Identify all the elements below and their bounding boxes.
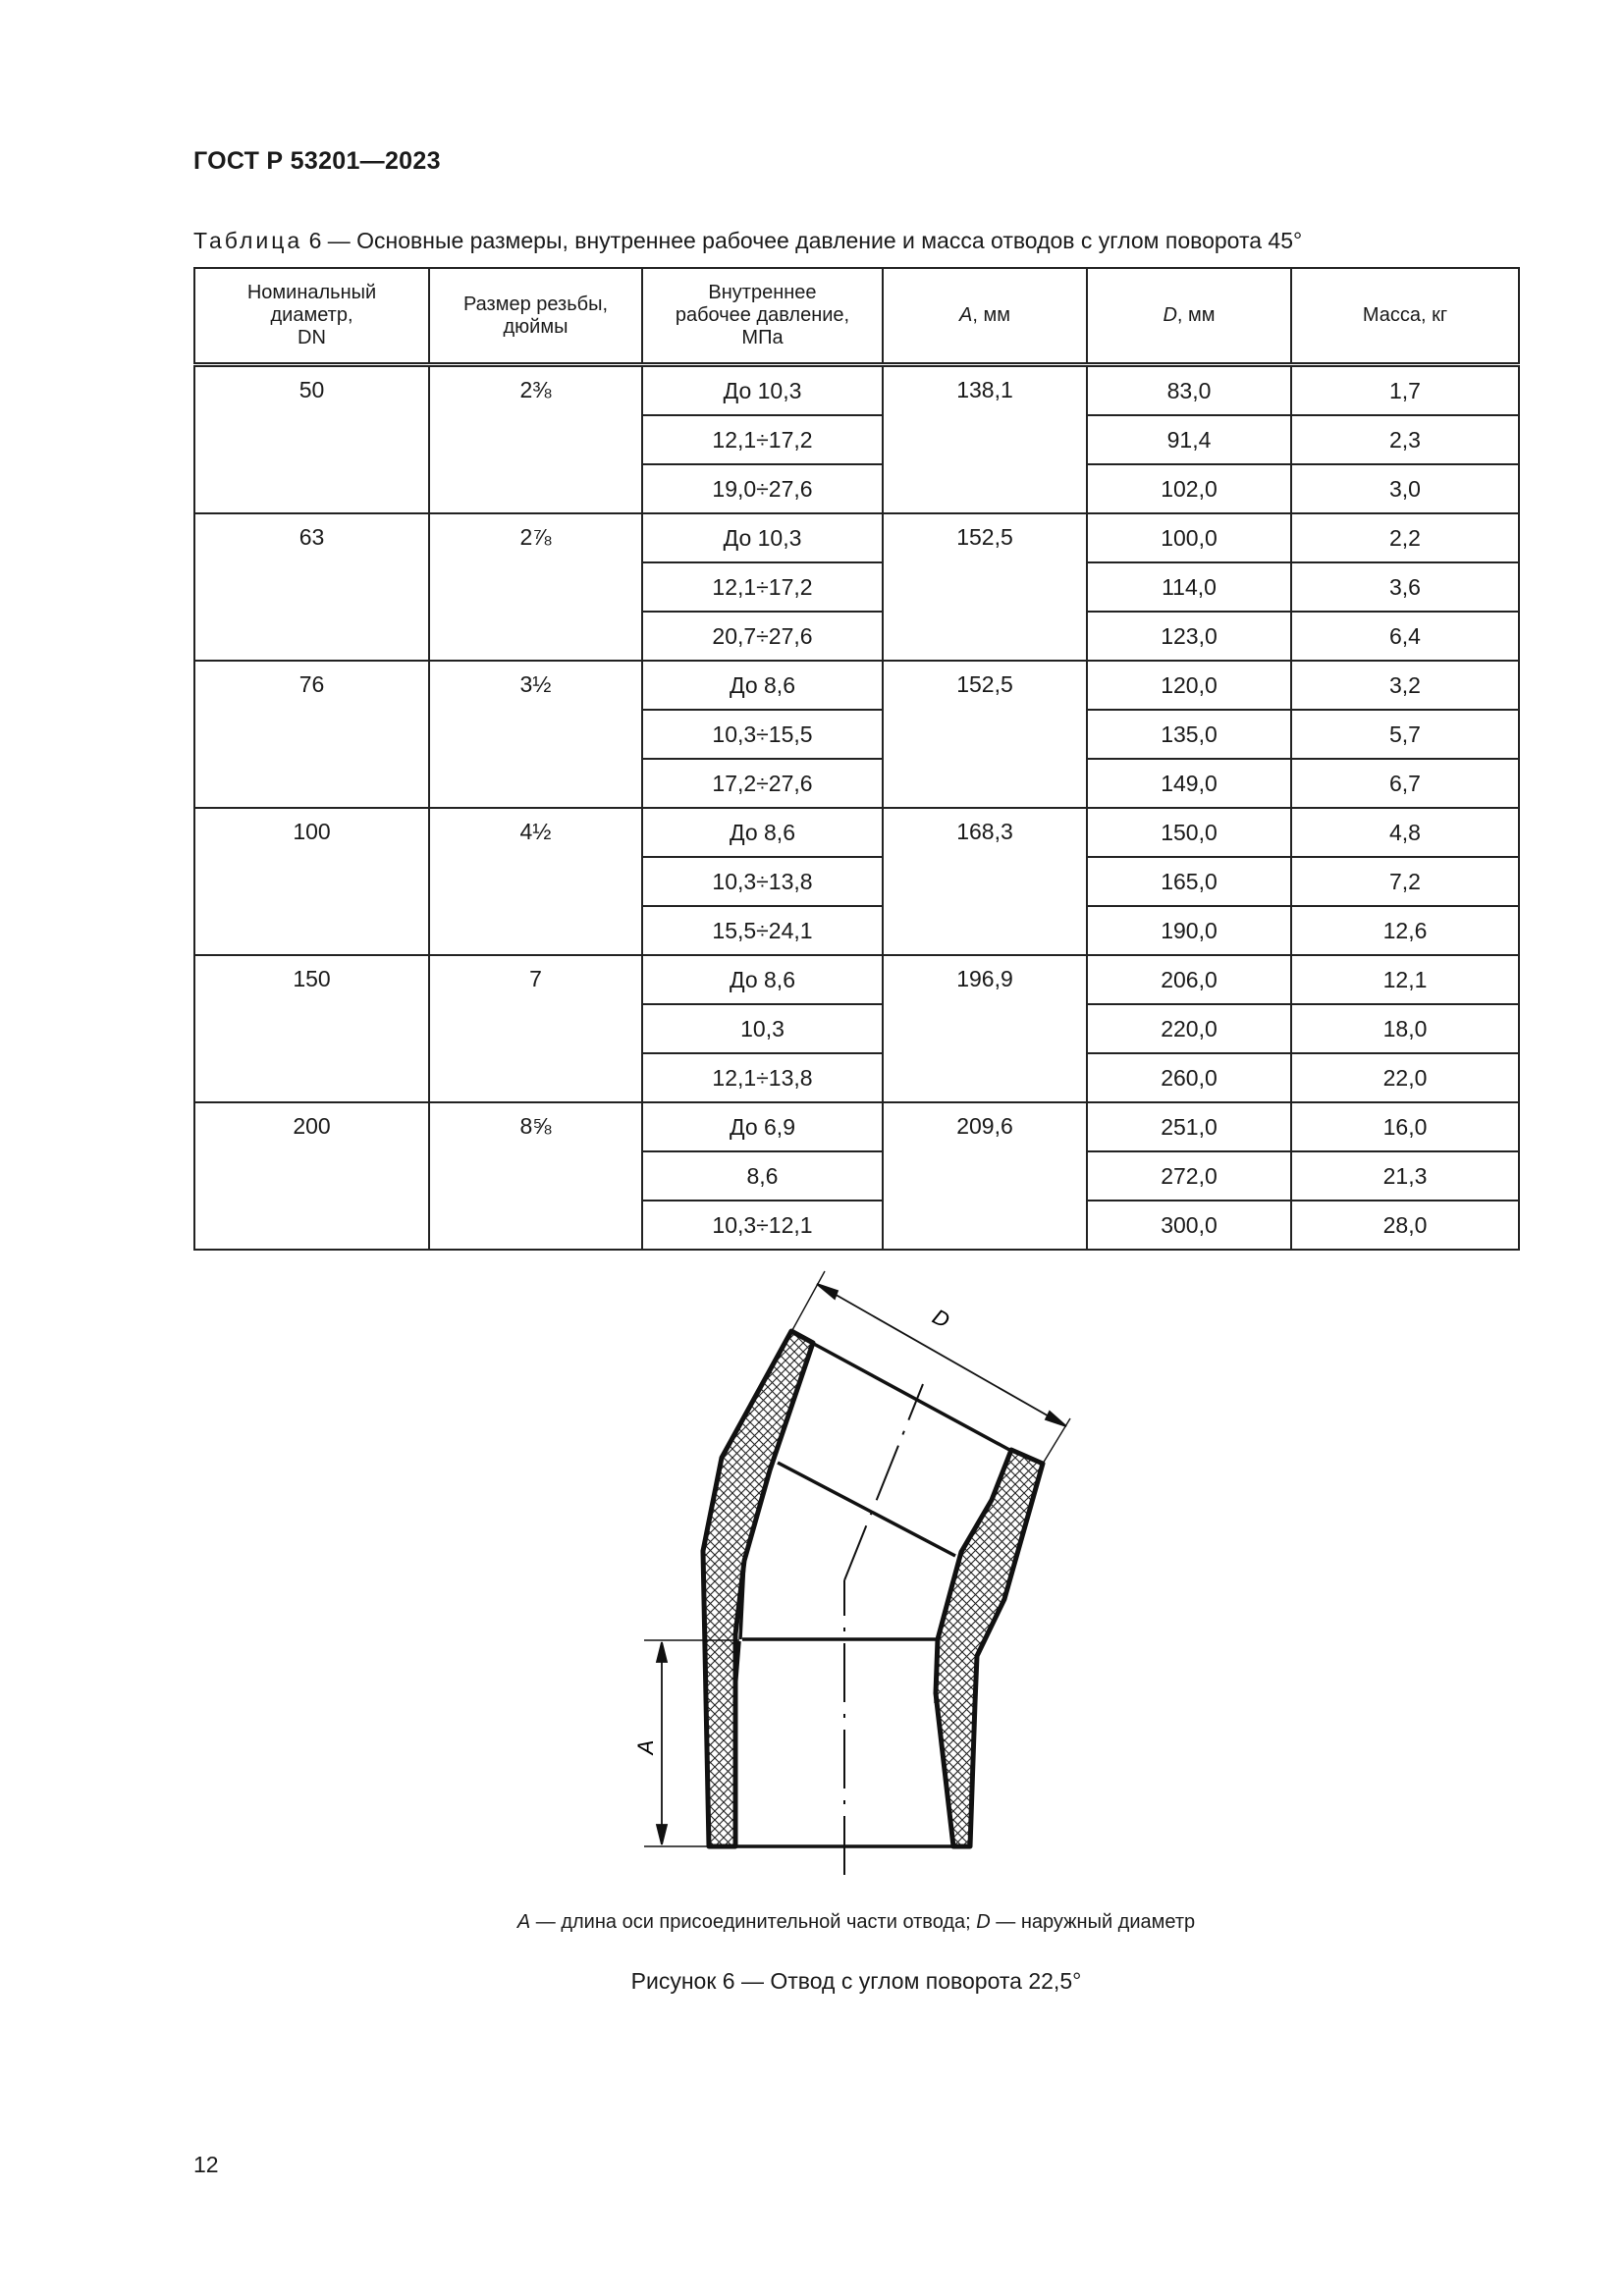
cell-pressure: До 10,3 <box>642 513 883 562</box>
table-row <box>194 1102 1519 1151</box>
table-row <box>194 661 1519 710</box>
page-number: 12 <box>193 2152 219 2177</box>
cell-d-mm: 206,0 <box>1087 955 1291 1004</box>
cell-d-mm: 149,0 <box>1087 759 1291 808</box>
cell-pressure: 12,1÷13,8 <box>642 1053 883 1102</box>
cell-d-mm: 83,0 <box>1087 365 1291 416</box>
dimensions-table <box>193 267 1520 1251</box>
cell-mass-kg: 4,8 <box>1291 808 1519 857</box>
cell-dn: 150 <box>194 955 429 1102</box>
center-axis <box>844 1384 923 1875</box>
table-caption-word: Таблица <box>193 228 303 253</box>
cell-d-mm: 102,0 <box>1087 464 1291 513</box>
figure-legend: A — длина оси присоединительной части отвода; D — наружный диаметр <box>516 1911 1196 1933</box>
cell-d-mm: 114,0 <box>1087 562 1291 612</box>
cell-pressure: 10,3÷13,8 <box>642 857 883 906</box>
cell-thread-size: 7 <box>429 955 642 1102</box>
cell-mass-kg: 6,7 <box>1291 759 1519 808</box>
cell-pressure: 12,1÷17,2 <box>642 415 883 464</box>
cell-d-mm: 272,0 <box>1087 1151 1291 1201</box>
cell-pressure: 20,7÷27,6 <box>642 612 883 661</box>
cell-a-mm: 209,6 <box>883 1102 1087 1250</box>
cell-d-mm: 251,0 <box>1087 1102 1291 1151</box>
cell-pressure: До 8,6 <box>642 661 883 710</box>
table-row <box>194 365 1519 416</box>
cell-a-mm: 152,5 <box>883 513 1087 661</box>
dimension-a-label: A <box>633 1739 658 1755</box>
table-caption <box>193 228 1302 254</box>
cell-pressure: 15,5÷24,1 <box>642 906 883 955</box>
cell-mass-kg: 16,0 <box>1291 1102 1519 1151</box>
dimension-d <box>792 1271 1070 1464</box>
cell-a-mm: 152,5 <box>883 661 1087 808</box>
header-a-mm: A, мм <box>883 268 1087 365</box>
table-body <box>194 365 1519 1251</box>
figure-caption: Рисунок 6 — Отвод с углом поворота 22,5° <box>630 1968 1082 1994</box>
cell-dn: 200 <box>194 1102 429 1250</box>
table-caption-number: 6 <box>308 228 322 253</box>
cell-d-mm: 120,0 <box>1087 661 1291 710</box>
cell-mass-kg: 7,2 <box>1291 857 1519 906</box>
cell-pressure: 19,0÷27,6 <box>642 464 883 513</box>
cell-mass-kg: 12,6 <box>1291 906 1519 955</box>
cell-pressure: До 8,6 <box>642 955 883 1004</box>
cell-d-mm: 150,0 <box>1087 808 1291 857</box>
cell-pressure: До 6,9 <box>642 1102 883 1151</box>
cell-mass-kg: 5,7 <box>1291 710 1519 759</box>
cell-dn: 76 <box>194 661 429 808</box>
right-wall-section <box>936 1450 1043 1846</box>
cell-mass-kg: 1,7 <box>1291 365 1519 416</box>
dimensions-table-wrapper <box>193 267 1518 1251</box>
header-d-mm: D, мм <box>1087 268 1291 365</box>
cell-d-mm: 123,0 <box>1087 612 1291 661</box>
cell-thread-size: 3½ <box>429 661 642 808</box>
header-nominal-diameter: Номинальный диаметр, DN <box>194 268 429 365</box>
cell-a-mm: 138,1 <box>883 365 1087 514</box>
cell-mass-kg: 3,6 <box>1291 562 1519 612</box>
cell-mass-kg: 2,3 <box>1291 415 1519 464</box>
cell-mass-kg: 21,3 <box>1291 1151 1519 1201</box>
cell-pressure: 12,1÷17,2 <box>642 562 883 612</box>
table-row <box>194 808 1519 857</box>
cell-mass-kg: 28,0 <box>1291 1201 1519 1250</box>
cell-a-mm: 168,3 <box>883 808 1087 955</box>
cell-pressure: 10,3÷15,5 <box>642 710 883 759</box>
table-row <box>194 513 1519 562</box>
cell-mass-kg: 6,4 <box>1291 612 1519 661</box>
cell-thread-size: 2⅞ <box>429 513 642 661</box>
cell-pressure: 8,6 <box>642 1151 883 1201</box>
cell-thread-size: 8⅝ <box>429 1102 642 1250</box>
cell-d-mm: 165,0 <box>1087 857 1291 906</box>
cell-thread-size: 2⅜ <box>429 365 642 514</box>
table-caption-text: — Основные размеры, внутреннее рабочее давление и масса отводов с углом поворота 45° <box>327 228 1303 253</box>
header-mass-kg: Масса, кг <box>1291 268 1519 365</box>
cell-pressure: 10,3÷12,1 <box>642 1201 883 1250</box>
cell-pressure: 10,3 <box>642 1004 883 1053</box>
header-working-pressure: Внутреннее рабочее давление, МПа <box>642 268 883 365</box>
cell-mass-kg: 3,2 <box>1291 661 1519 710</box>
cell-a-mm: 196,9 <box>883 955 1087 1102</box>
elbow-drawing <box>609 1304 1119 1895</box>
cell-d-mm: 190,0 <box>1087 906 1291 955</box>
cell-d-mm: 135,0 <box>1087 710 1291 759</box>
header-thread-size: Размер резьбы, дюймы <box>429 268 642 365</box>
dimension-d-label: D <box>928 1304 954 1333</box>
cell-d-mm: 91,4 <box>1087 415 1291 464</box>
cell-dn: 100 <box>194 808 429 955</box>
cell-mass-kg: 22,0 <box>1291 1053 1519 1102</box>
table-header-row <box>194 268 1519 365</box>
cell-pressure: 17,2÷27,6 <box>642 759 883 808</box>
cell-mass-kg: 18,0 <box>1291 1004 1519 1053</box>
cell-d-mm: 100,0 <box>1087 513 1291 562</box>
cell-mass-kg: 12,1 <box>1291 955 1519 1004</box>
cell-d-mm: 300,0 <box>1087 1201 1291 1250</box>
document-id: ГОСТ Р 53201—2023 <box>193 147 441 175</box>
cell-pressure: До 10,3 <box>642 365 883 416</box>
cell-mass-kg: 3,0 <box>1291 464 1519 513</box>
cell-dn: 63 <box>194 513 429 661</box>
cell-thread-size: 4½ <box>429 808 642 955</box>
cell-d-mm: 260,0 <box>1087 1053 1291 1102</box>
cell-dn: 50 <box>194 365 429 514</box>
cell-mass-kg: 2,2 <box>1291 513 1519 562</box>
cell-pressure: До 8,6 <box>642 808 883 857</box>
table-row <box>194 955 1519 1004</box>
left-wall-section <box>703 1331 813 1846</box>
cell-d-mm: 220,0 <box>1087 1004 1291 1053</box>
